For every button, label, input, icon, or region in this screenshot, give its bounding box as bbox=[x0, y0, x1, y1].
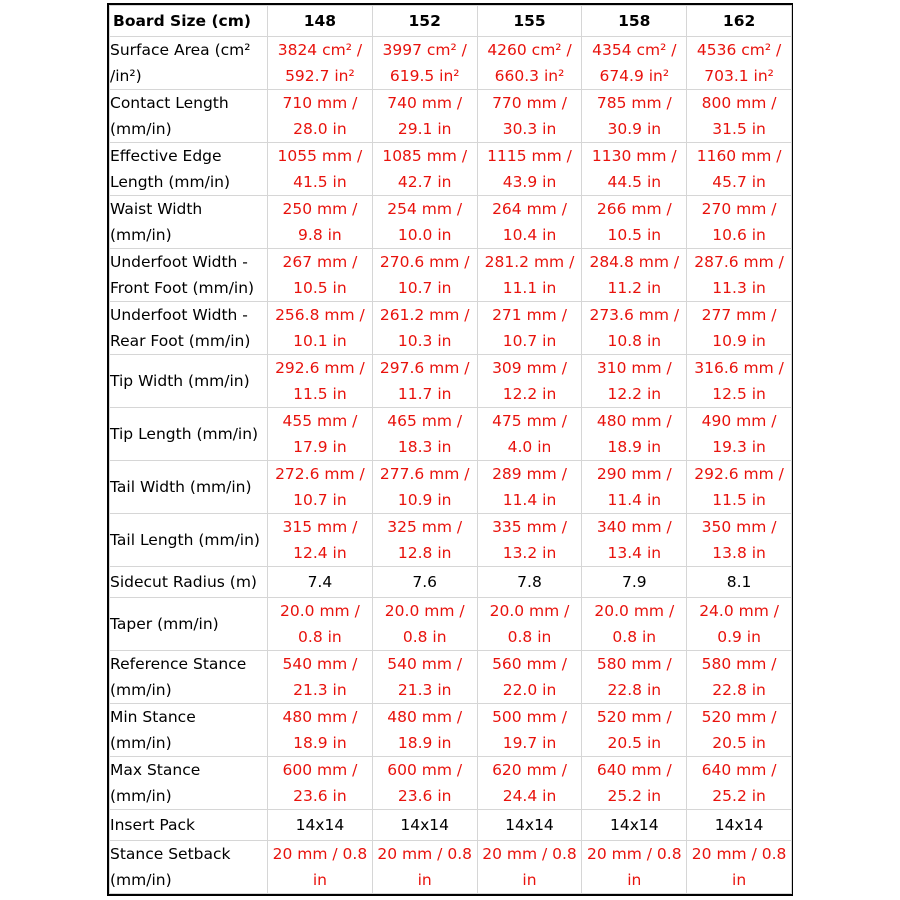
value-cell: 325 mm / 12.8 in bbox=[372, 514, 477, 567]
value-cell: 267 mm / 10.5 in bbox=[268, 249, 373, 302]
value-cell: 335 mm / 13.2 in bbox=[477, 514, 582, 567]
value-cell: 297.6 mm / 11.7 in bbox=[372, 355, 477, 408]
value-cell: 315 mm / 12.4 in bbox=[268, 514, 373, 567]
value-cell: 7.4 bbox=[268, 567, 373, 598]
value-cell: 340 mm / 13.4 in bbox=[582, 514, 687, 567]
value-cell: 290 mm / 11.4 in bbox=[582, 461, 687, 514]
value-cell: 309 mm / 12.2 in bbox=[477, 355, 582, 408]
row-label: Reference Stance (mm/in) bbox=[110, 651, 268, 704]
value-cell: 14x14 bbox=[477, 810, 582, 841]
value-cell: 3824 cm² / 592.7 in² bbox=[268, 37, 373, 90]
value-cell: 350 mm / 13.8 in bbox=[687, 514, 792, 567]
value-cell: 270.6 mm / 10.7 in bbox=[372, 249, 477, 302]
value-cell: 292.6 mm / 11.5 in bbox=[268, 355, 373, 408]
row-tip-length bbox=[110, 408, 792, 461]
value-cell: 287.6 mm / 11.3 in bbox=[687, 249, 792, 302]
value-cell: 520 mm / 20.5 in bbox=[687, 704, 792, 757]
value-cell: 281.2 mm / 11.1 in bbox=[477, 249, 582, 302]
value-cell: 266 mm / 10.5 in bbox=[582, 196, 687, 249]
row-label: Taper (mm/in) bbox=[110, 598, 268, 651]
row-label: Min Stance (mm/in) bbox=[110, 704, 268, 757]
value-cell: 600 mm / 23.6 in bbox=[372, 757, 477, 810]
row-label: Tip Width (mm/in) bbox=[110, 355, 268, 408]
value-cell: 310 mm / 12.2 in bbox=[582, 355, 687, 408]
row-label: Tip Length (mm/in) bbox=[110, 408, 268, 461]
header-row bbox=[110, 6, 792, 37]
value-cell: 580 mm / 22.8 in bbox=[687, 651, 792, 704]
row-tip-width bbox=[110, 355, 792, 408]
value-cell: 480 mm / 18.9 in bbox=[372, 704, 477, 757]
value-cell: 1115 mm / 43.9 in bbox=[477, 143, 582, 196]
value-cell: 520 mm / 20.5 in bbox=[582, 704, 687, 757]
row-taper bbox=[110, 598, 792, 651]
value-cell: 1085 mm / 42.7 in bbox=[372, 143, 477, 196]
header-board-size: Board Size (cm) bbox=[110, 6, 268, 37]
value-cell: 20 mm / 0.8 in bbox=[687, 841, 792, 894]
value-cell: 4354 cm² / 674.9 in² bbox=[582, 37, 687, 90]
header-size-155: 155 bbox=[477, 6, 582, 37]
value-cell: 20 mm / 0.8 in bbox=[268, 841, 373, 894]
value-cell: 14x14 bbox=[372, 810, 477, 841]
value-cell: 7.8 bbox=[477, 567, 582, 598]
row-min-stance bbox=[110, 704, 792, 757]
spec-table-frame bbox=[107, 3, 793, 896]
value-cell: 14x14 bbox=[582, 810, 687, 841]
value-cell: 8.1 bbox=[687, 567, 792, 598]
value-cell: 20 mm / 0.8 in bbox=[477, 841, 582, 894]
value-cell: 740 mm / 29.1 in bbox=[372, 90, 477, 143]
row-tail-length bbox=[110, 514, 792, 567]
value-cell: 271 mm / 10.7 in bbox=[477, 302, 582, 355]
value-cell: 254 mm / 10.0 in bbox=[372, 196, 477, 249]
value-cell: 3997 cm² / 619.5 in² bbox=[372, 37, 477, 90]
row-label: Contact Length (mm/in) bbox=[110, 90, 268, 143]
header-size-152: 152 bbox=[372, 6, 477, 37]
value-cell: 14x14 bbox=[687, 810, 792, 841]
value-cell: 7.6 bbox=[372, 567, 477, 598]
row-insert-pack bbox=[110, 810, 792, 841]
header-size-162: 162 bbox=[687, 6, 792, 37]
value-cell: 640 mm / 25.2 in bbox=[582, 757, 687, 810]
value-cell: 20.0 mm / 0.8 in bbox=[372, 598, 477, 651]
row-label: Tail Length (mm/in) bbox=[110, 514, 268, 567]
value-cell: 1055 mm / 41.5 in bbox=[268, 143, 373, 196]
value-cell: 500 mm / 19.7 in bbox=[477, 704, 582, 757]
row-surface-area bbox=[110, 37, 792, 90]
value-cell: 465 mm / 18.3 in bbox=[372, 408, 477, 461]
value-cell: 4260 cm² / 660.3 in² bbox=[477, 37, 582, 90]
row-sidecut-radius bbox=[110, 567, 792, 598]
board-spec-table bbox=[109, 5, 792, 894]
row-underfoot-width-front bbox=[110, 249, 792, 302]
value-cell: 1130 mm / 44.5 in bbox=[582, 143, 687, 196]
value-cell: 455 mm / 17.9 in bbox=[268, 408, 373, 461]
value-cell: 272.6 mm / 10.7 in bbox=[268, 461, 373, 514]
value-cell: 540 mm / 21.3 in bbox=[268, 651, 373, 704]
row-label: Waist Width (mm/in) bbox=[110, 196, 268, 249]
value-cell: 4536 cm² / 703.1 in² bbox=[687, 37, 792, 90]
row-label: Surface Area (cm² /in²) bbox=[110, 37, 268, 90]
value-cell: 261.2 mm / 10.3 in bbox=[372, 302, 477, 355]
row-label: Tail Width (mm/in) bbox=[110, 461, 268, 514]
value-cell: 1160 mm / 45.7 in bbox=[687, 143, 792, 196]
row-label: Effective Edge Length (mm/in) bbox=[110, 143, 268, 196]
row-reference-stance bbox=[110, 651, 792, 704]
value-cell: 24.0 mm / 0.9 in bbox=[687, 598, 792, 651]
header-size-158: 158 bbox=[582, 6, 687, 37]
value-cell: 600 mm / 23.6 in bbox=[268, 757, 373, 810]
value-cell: 490 mm / 19.3 in bbox=[687, 408, 792, 461]
row-waist-width bbox=[110, 196, 792, 249]
row-label: Insert Pack bbox=[110, 810, 268, 841]
value-cell: 316.6 mm / 12.5 in bbox=[687, 355, 792, 408]
row-tail-width bbox=[110, 461, 792, 514]
value-cell: 250 mm / 9.8 in bbox=[268, 196, 373, 249]
row-label: Sidecut Radius (m) bbox=[110, 567, 268, 598]
value-cell: 560 mm / 22.0 in bbox=[477, 651, 582, 704]
row-underfoot-width-rear bbox=[110, 302, 792, 355]
value-cell: 7.9 bbox=[582, 567, 687, 598]
value-cell: 264 mm / 10.4 in bbox=[477, 196, 582, 249]
value-cell: 710 mm / 28.0 in bbox=[268, 90, 373, 143]
value-cell: 800 mm / 31.5 in bbox=[687, 90, 792, 143]
value-cell: 770 mm / 30.3 in bbox=[477, 90, 582, 143]
value-cell: 20.0 mm / 0.8 in bbox=[477, 598, 582, 651]
value-cell: 14x14 bbox=[268, 810, 373, 841]
value-cell: 292.6 mm / 11.5 in bbox=[687, 461, 792, 514]
row-max-stance bbox=[110, 757, 792, 810]
header-size-148: 148 bbox=[268, 6, 373, 37]
row-effective-edge-length bbox=[110, 143, 792, 196]
value-cell: 20.0 mm / 0.8 in bbox=[268, 598, 373, 651]
value-cell: 273.6 mm / 10.8 in bbox=[582, 302, 687, 355]
value-cell: 640 mm / 25.2 in bbox=[687, 757, 792, 810]
value-cell: 785 mm / 30.9 in bbox=[582, 90, 687, 143]
value-cell: 480 mm / 18.9 in bbox=[268, 704, 373, 757]
value-cell: 20 mm / 0.8 in bbox=[372, 841, 477, 894]
value-cell: 256.8 mm / 10.1 in bbox=[268, 302, 373, 355]
value-cell: 20.0 mm / 0.8 in bbox=[582, 598, 687, 651]
value-cell: 480 mm / 18.9 in bbox=[582, 408, 687, 461]
row-label: Stance Setback (mm/in) bbox=[110, 841, 268, 894]
row-label: Underfoot Width - Front Foot (mm/in) bbox=[110, 249, 268, 302]
row-label: Underfoot Width - Rear Foot (mm/in) bbox=[110, 302, 268, 355]
value-cell: 270 mm / 10.6 in bbox=[687, 196, 792, 249]
value-cell: 277.6 mm / 10.9 in bbox=[372, 461, 477, 514]
row-contact-length bbox=[110, 90, 792, 143]
value-cell: 284.8 mm / 11.2 in bbox=[582, 249, 687, 302]
row-stance-setback bbox=[110, 841, 792, 894]
value-cell: 475 mm / 4.0 in bbox=[477, 408, 582, 461]
value-cell: 289 mm / 11.4 in bbox=[477, 461, 582, 514]
value-cell: 277 mm / 10.9 in bbox=[687, 302, 792, 355]
value-cell: 20 mm / 0.8 in bbox=[582, 841, 687, 894]
value-cell: 580 mm / 22.8 in bbox=[582, 651, 687, 704]
value-cell: 620 mm / 24.4 in bbox=[477, 757, 582, 810]
value-cell: 540 mm / 21.3 in bbox=[372, 651, 477, 704]
row-label: Max Stance (mm/in) bbox=[110, 757, 268, 810]
